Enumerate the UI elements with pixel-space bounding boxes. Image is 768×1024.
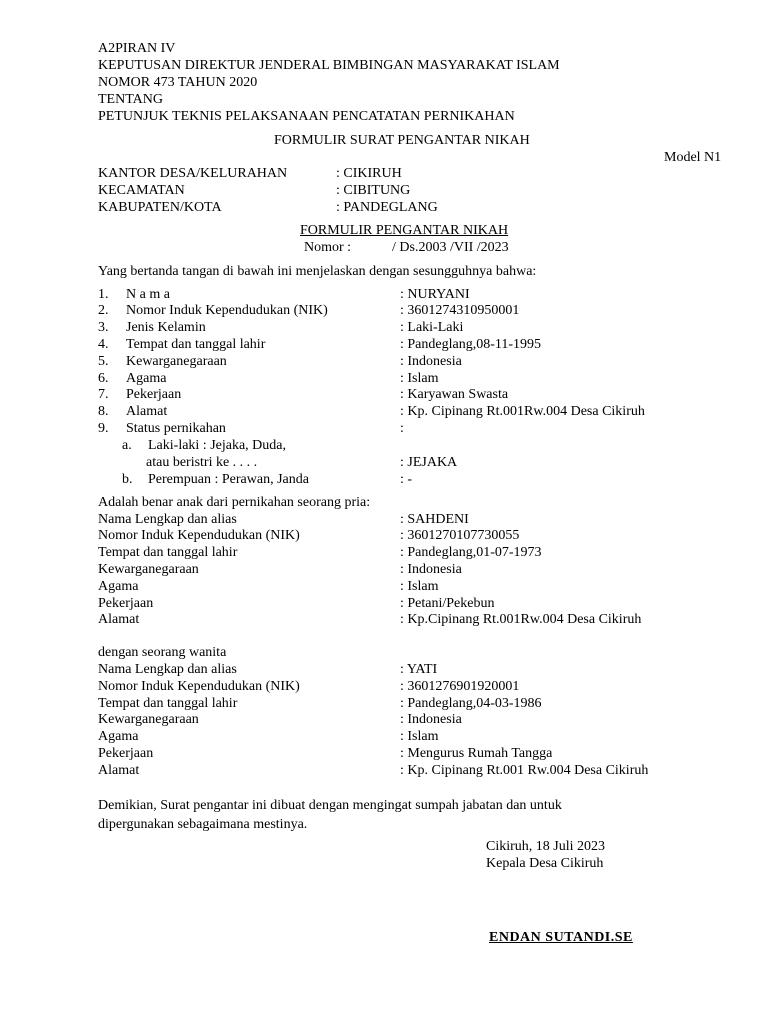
subject-value-citizenship: : Indonesia <box>400 354 462 369</box>
header-line-about: TENTANG <box>98 92 163 107</box>
signer-title: Kepala Desa Cikiruh <box>486 856 604 871</box>
father-label-birth: Tempat dan tanggal lahir <box>98 545 238 560</box>
subject-value-name: : NURYANI <box>400 287 470 302</box>
mother-value-birth: : Pandeglang,04-03-1986 <box>400 696 542 711</box>
subject-value-address: : Kp. Cipinang Rt.001Rw.004 Desa Cikiruh <box>400 404 645 419</box>
subject-num: 2. <box>98 303 109 318</box>
status-b-value: : - <box>400 472 413 487</box>
subject-num: 5. <box>98 354 109 369</box>
subject-value-marital: : <box>400 421 404 436</box>
status-a-num: a. <box>122 438 132 453</box>
father-label-occupation: Pekerjaan <box>98 596 154 611</box>
header-line-subject: PETUNJUK TEKNIS PELAKSANAAN PENCATATAN PERNIKAHAN <box>98 109 515 124</box>
status-a-sub: atau beristri ke . . . . <box>146 455 258 470</box>
subject-label-birth: Tempat dan tanggal lahir <box>126 337 266 352</box>
father-value-nik: : 3601270107730055 <box>400 528 520 543</box>
status-a-value: : JEJAKA <box>400 455 458 470</box>
father-value-name: : SAHDENI <box>400 512 469 527</box>
subject-label-nik: Nomor Induk Kependudukan (NIK) <box>126 303 328 318</box>
signer-name: ENDAN SUTANDI.SE <box>489 930 633 945</box>
mother-value-nik: : 3601276901920001 <box>400 679 520 694</box>
nomor-value: / Ds.2003 /VII /2023 <box>392 240 509 255</box>
status-b-num: b. <box>122 472 133 487</box>
father-label-citizenship: Kewarganegaraan <box>98 562 199 577</box>
subject-label-marital: Status pernikahan <box>126 421 226 436</box>
form-title: FORMULIR SURAT PENGANTAR NIKAH <box>274 133 530 148</box>
mother-value-religion: : Islam <box>400 729 439 744</box>
office-label-kecamatan: KECAMATAN <box>98 183 185 198</box>
subject-label-citizenship: Kewarganegaraan <box>126 354 227 369</box>
header-line-number: NOMOR 473 TAHUN 2020 <box>98 75 258 90</box>
subject-num: 8. <box>98 404 109 419</box>
mother-label-name: Nama Lengkap dan alias <box>98 662 237 677</box>
father-value-birth: : Pandeglang,01-07-1973 <box>400 545 542 560</box>
mother-label-nik: Nomor Induk Kependudukan (NIK) <box>98 679 300 694</box>
subject-value-birth: : Pandeglang,08-11-1995 <box>400 337 542 352</box>
father-intro: Adalah benar anak dari pernikahan seorang pria: <box>98 495 371 510</box>
place-date: Cikiruh, 18 Juli 2023 <box>486 839 606 854</box>
closing-line-1: Demikian, Surat pengantar ini dibuat dengan mengingat sumpah jabatan dan untuk <box>98 798 562 813</box>
subject-num: 6. <box>98 371 109 386</box>
header-line-decree: KEPUTUSAN DIREKTUR JENDERAL BIMBINGAN MASYARAKAT ISLAM <box>98 58 560 73</box>
subject-num: 4. <box>98 337 109 352</box>
father-value-religion: : Islam <box>400 579 439 594</box>
mother-value-citizenship: : Indonesia <box>400 712 462 727</box>
subject-num: 9. <box>98 421 109 436</box>
status-b-label: Perempuan : Perawan, Janda <box>148 472 309 487</box>
office-label-kabupaten: KABUPATEN/KOTA <box>98 200 222 215</box>
mother-label-occupation: Pekerjaan <box>98 746 154 761</box>
office-value-kabupaten: : PANDEGLANG <box>336 200 438 215</box>
father-label-religion: Agama <box>98 579 139 594</box>
closing-line-2: dipergunakan sebagaimana mestinya. <box>98 817 308 832</box>
father-label-name: Nama Lengkap dan alias <box>98 512 237 527</box>
father-value-occupation: : Petani/Pekebun <box>400 596 495 611</box>
subject-value-occupation: : Karyawan Swasta <box>400 387 509 402</box>
father-value-citizenship: : Indonesia <box>400 562 462 577</box>
subject-num: 7. <box>98 387 109 402</box>
subject-label-occupation: Pekerjaan <box>126 387 182 402</box>
subject-value-nik: : 3601274310950001 <box>400 303 520 318</box>
model-label: Model N1 <box>664 150 722 165</box>
status-a-label: Laki-laki : Jejaka, Duda, <box>148 438 287 453</box>
mother-label-religion: Agama <box>98 729 139 744</box>
mother-value-address: : Kp. Cipinang Rt.001 Rw.004 Desa Cikiruh <box>400 763 649 778</box>
father-value-address: : Kp.Cipinang Rt.001Rw.004 Desa Cikiruh <box>400 612 642 627</box>
form-subtitle: FORMULIR PENGANTAR NIKAH <box>300 223 509 238</box>
subject-label-religion: Agama <box>126 371 167 386</box>
father-label-nik: Nomor Induk Kependudukan (NIK) <box>98 528 300 543</box>
subject-num: 3. <box>98 320 109 335</box>
mother-value-occupation: : Mengurus Rumah Tangga <box>400 746 553 761</box>
subject-num: 1. <box>98 287 109 302</box>
mother-label-birth: Tempat dan tanggal lahir <box>98 696 238 711</box>
subject-value-religion: : Islam <box>400 371 439 386</box>
office-label-desa: KANTOR DESA/KELURAHAN <box>98 166 288 181</box>
mother-label-citizenship: Kewarganegaraan <box>98 712 199 727</box>
subject-label-address: Alamat <box>126 404 168 419</box>
mother-label-address: Alamat <box>98 763 140 778</box>
intro-text: Yang bertanda tangan di bawah ini menjelaskan dengan sesungguhnya bahwa: <box>98 264 537 279</box>
subject-label-name: N a m a <box>126 287 170 302</box>
office-value-desa: : CIKIRUH <box>336 166 402 181</box>
subject-label-gender: Jenis Kelamin <box>126 320 206 335</box>
nomor-label: Nomor : <box>304 240 352 255</box>
mother-intro: dengan seorang wanita <box>98 645 227 660</box>
mother-value-name: : YATI <box>400 662 438 677</box>
subject-value-gender: : Laki-Laki <box>400 320 464 335</box>
father-label-address: Alamat <box>98 612 140 627</box>
office-value-kecamatan: : CIBITUNG <box>336 183 411 198</box>
header-line-appendix: A2PIRAN IV <box>98 41 176 56</box>
